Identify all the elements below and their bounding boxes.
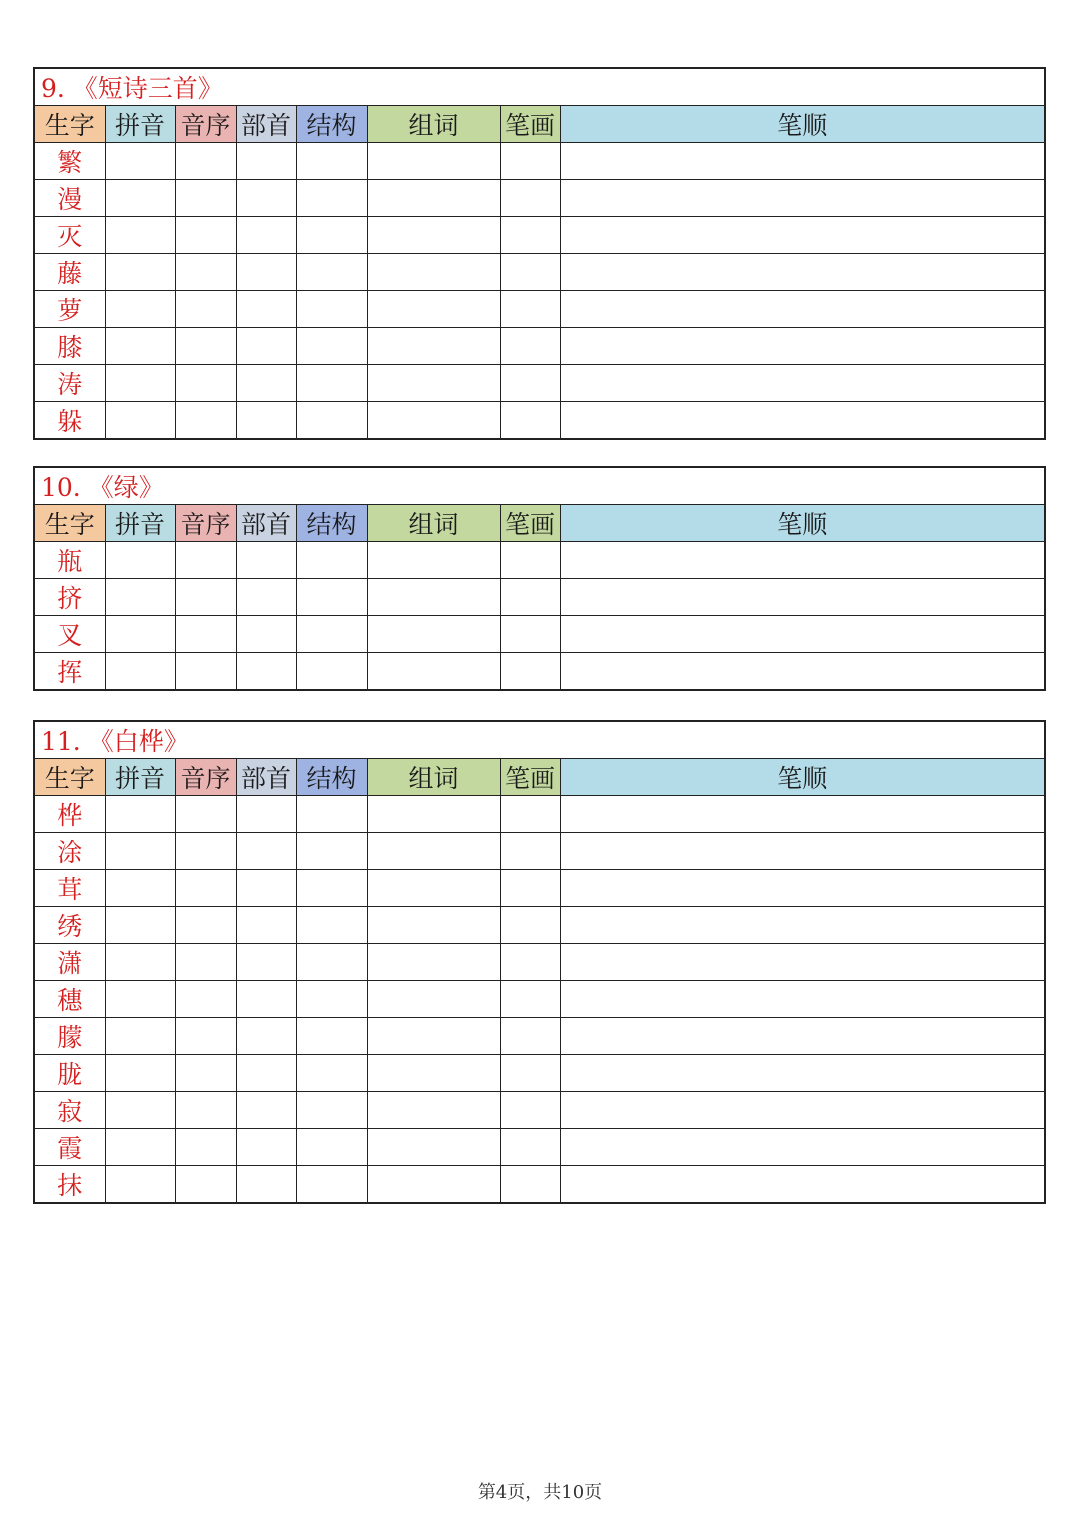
header-jiegou: 结构 <box>296 106 367 143</box>
blank-cell-bushou[interactable] <box>236 981 296 1018</box>
blank-cell-yinxu[interactable] <box>175 143 236 180</box>
blank-cell-pinyin[interactable] <box>105 217 175 254</box>
header-zuci: 组词 <box>367 505 500 542</box>
blank-cell-bishun[interactable] <box>560 944 1045 981</box>
blank-cell-bushou[interactable] <box>236 1092 296 1129</box>
blank-cell-bushou[interactable] <box>236 653 296 691</box>
character-cell: 胧 <box>34 1055 105 1092</box>
blank-cell-zuci[interactable] <box>367 328 500 365</box>
blank-cell-zuci[interactable] <box>367 402 500 440</box>
blank-cell-bihua[interactable] <box>500 796 560 833</box>
blank-cell-yinxu[interactable] <box>175 616 236 653</box>
blank-cell-bishun[interactable] <box>560 254 1045 291</box>
blank-cell-pinyin[interactable] <box>105 291 175 328</box>
blank-cell-jiegou[interactable] <box>296 217 367 254</box>
header-yinxu: 音序 <box>175 106 236 143</box>
blank-cell-bihua[interactable] <box>500 542 560 579</box>
table-row <box>34 653 1045 691</box>
character-cell: 躲 <box>34 402 105 440</box>
character-cell: 瓶 <box>34 542 105 579</box>
header-yinxu: 音序 <box>175 759 236 796</box>
page-number: 第4页，共10页 <box>477 1482 603 1503</box>
blank-cell-bihua[interactable] <box>500 616 560 653</box>
table-row <box>34 616 1045 653</box>
character-cell: 萝 <box>34 291 105 328</box>
blank-cell-bushou[interactable] <box>236 1055 296 1092</box>
character-cell: 藤 <box>34 254 105 291</box>
blank-cell-bushou[interactable] <box>236 579 296 616</box>
blank-cell-jiegou[interactable] <box>296 254 367 291</box>
character-cell: 灭 <box>34 217 105 254</box>
blank-cell-bihua[interactable] <box>500 402 560 440</box>
blank-cell-bihua[interactable] <box>500 981 560 1018</box>
blank-cell-zuci[interactable] <box>367 1055 500 1092</box>
character-cell: 潇 <box>34 944 105 981</box>
blank-cell-bishun[interactable] <box>560 616 1045 653</box>
character-cell: 朦 <box>34 1018 105 1055</box>
blank-cell-zuci[interactable] <box>367 180 500 217</box>
blank-cell-jiegou[interactable] <box>296 833 367 870</box>
header-zuci: 组词 <box>367 106 500 143</box>
blank-cell-pinyin[interactable] <box>105 870 175 907</box>
blank-cell-pinyin[interactable] <box>105 328 175 365</box>
blank-cell-bihua[interactable] <box>500 653 560 691</box>
blank-cell-bihua[interactable] <box>500 1092 560 1129</box>
blank-cell-bushou[interactable] <box>236 1129 296 1166</box>
header-bihua: 笔画 <box>500 106 560 143</box>
header-bushou: 部首 <box>236 106 296 143</box>
blank-cell-yinxu[interactable] <box>175 944 236 981</box>
blank-cell-yinxu[interactable] <box>175 579 236 616</box>
blank-cell-bishun[interactable] <box>560 365 1045 402</box>
blank-cell-yinxu[interactable] <box>175 542 236 579</box>
blank-cell-yinxu[interactable] <box>175 180 236 217</box>
character-cell: 桦 <box>34 796 105 833</box>
table-row <box>34 796 1045 833</box>
blank-cell-bishun[interactable] <box>560 1166 1045 1204</box>
blank-cell-jiegou[interactable] <box>296 907 367 944</box>
blank-cell-bishun[interactable] <box>560 833 1045 870</box>
blank-cell-bishun[interactable] <box>560 217 1045 254</box>
blank-cell-yinxu[interactable] <box>175 1129 236 1166</box>
blank-cell-bushou[interactable] <box>236 217 296 254</box>
header-bihua: 笔画 <box>500 505 560 542</box>
blank-cell-bushou[interactable] <box>236 907 296 944</box>
character-cell: 涂 <box>34 833 105 870</box>
header-bishun: 笔顺 <box>560 106 1045 143</box>
blank-cell-bishun[interactable] <box>560 1129 1045 1166</box>
blank-cell-zuci[interactable] <box>367 944 500 981</box>
blank-cell-bihua[interactable] <box>500 944 560 981</box>
blank-cell-pinyin[interactable] <box>105 579 175 616</box>
blank-cell-bushou[interactable] <box>236 616 296 653</box>
blank-cell-zuci[interactable] <box>367 833 500 870</box>
header-bihua: 笔画 <box>500 759 560 796</box>
blank-cell-bushou[interactable] <box>236 254 296 291</box>
blank-cell-jiegou[interactable] <box>296 1018 367 1055</box>
blank-cell-pinyin[interactable] <box>105 1129 175 1166</box>
blank-cell-zuci[interactable] <box>367 254 500 291</box>
blank-cell-yinxu[interactable] <box>175 402 236 440</box>
blank-cell-pinyin[interactable] <box>105 1166 175 1204</box>
blank-cell-yinxu[interactable] <box>175 907 236 944</box>
blank-cell-zuci[interactable] <box>367 870 500 907</box>
character-cell: 寂 <box>34 1092 105 1129</box>
blank-cell-yinxu[interactable] <box>175 1055 236 1092</box>
blank-cell-bihua[interactable] <box>500 254 560 291</box>
blank-cell-bihua[interactable] <box>500 833 560 870</box>
header-yinxu: 音序 <box>175 505 236 542</box>
header-shengzi: 生字 <box>34 759 105 796</box>
blank-cell-yinxu[interactable] <box>175 1092 236 1129</box>
blank-cell-bishun[interactable] <box>560 1092 1045 1129</box>
table-row <box>34 291 1045 328</box>
character-cell: 茸 <box>34 870 105 907</box>
blank-cell-yinxu[interactable] <box>175 254 236 291</box>
blank-cell-jiegou[interactable] <box>296 1129 367 1166</box>
blank-cell-jiegou[interactable] <box>296 653 367 691</box>
blank-cell-bishun[interactable] <box>560 653 1045 691</box>
table-row <box>34 833 1045 870</box>
blank-cell-pinyin[interactable] <box>105 944 175 981</box>
blank-cell-jiegou[interactable] <box>296 944 367 981</box>
blank-cell-jiegou[interactable] <box>296 402 367 440</box>
blank-cell-bushou[interactable] <box>236 291 296 328</box>
blank-cell-bihua[interactable] <box>500 1166 560 1204</box>
blank-cell-bihua[interactable] <box>500 180 560 217</box>
blank-cell-pinyin[interactable] <box>105 180 175 217</box>
blank-cell-bushou[interactable] <box>236 365 296 402</box>
blank-cell-yinxu[interactable] <box>175 217 236 254</box>
blank-cell-yinxu[interactable] <box>175 796 236 833</box>
blank-cell-pinyin[interactable] <box>105 981 175 1018</box>
character-cell: 涛 <box>34 365 105 402</box>
blank-cell-jiegou[interactable] <box>296 1166 367 1204</box>
blank-cell-zuci[interactable] <box>367 143 500 180</box>
blank-cell-pinyin[interactable] <box>105 254 175 291</box>
blank-cell-jiegou[interactable] <box>296 796 367 833</box>
blank-cell-jiegou[interactable] <box>296 616 367 653</box>
lesson-title: 11. 《白桦》 <box>34 721 1045 759</box>
table-row <box>34 1092 1045 1129</box>
blank-cell-yinxu[interactable] <box>175 328 236 365</box>
blank-cell-yinxu[interactable] <box>175 981 236 1018</box>
blank-cell-zuci[interactable] <box>367 1166 500 1204</box>
blank-cell-jiegou[interactable] <box>296 870 367 907</box>
blank-cell-pinyin[interactable] <box>105 542 175 579</box>
table-row <box>34 143 1045 180</box>
blank-cell-bishun[interactable] <box>560 579 1045 616</box>
blank-cell-yinxu[interactable] <box>175 1018 236 1055</box>
blank-cell-bihua[interactable] <box>500 1055 560 1092</box>
blank-cell-jiegou[interactable] <box>296 365 367 402</box>
blank-cell-bihua[interactable] <box>500 1018 560 1055</box>
blank-cell-zuci[interactable] <box>367 217 500 254</box>
blank-cell-jiegou[interactable] <box>296 542 367 579</box>
blank-cell-yinxu[interactable] <box>175 365 236 402</box>
blank-cell-zuci[interactable] <box>367 365 500 402</box>
blank-cell-bishun[interactable] <box>560 1055 1045 1092</box>
lesson-table <box>33 67 1046 440</box>
blank-cell-bishun[interactable] <box>560 180 1045 217</box>
table-row <box>34 1129 1045 1166</box>
blank-cell-pinyin[interactable] <box>105 616 175 653</box>
header-jiegou: 结构 <box>296 505 367 542</box>
header-bushou: 部首 <box>236 505 296 542</box>
table-row <box>34 217 1045 254</box>
table-row <box>34 1166 1045 1204</box>
character-cell: 挤 <box>34 579 105 616</box>
header-bishun: 笔顺 <box>560 759 1045 796</box>
blank-cell-yinxu[interactable] <box>175 291 236 328</box>
blank-cell-bushou[interactable] <box>236 833 296 870</box>
header-bishun: 笔顺 <box>560 505 1045 542</box>
blank-cell-pinyin[interactable] <box>105 365 175 402</box>
table-row <box>34 1018 1045 1055</box>
table-row <box>34 870 1045 907</box>
blank-cell-bihua[interactable] <box>500 365 560 402</box>
blank-cell-bishun[interactable] <box>560 402 1045 440</box>
character-cell: 叉 <box>34 616 105 653</box>
header-bushou: 部首 <box>236 759 296 796</box>
blank-cell-pinyin[interactable] <box>105 796 175 833</box>
blank-cell-pinyin[interactable] <box>105 1055 175 1092</box>
character-cell: 霞 <box>34 1129 105 1166</box>
blank-cell-jiegou[interactable] <box>296 180 367 217</box>
table-row <box>34 365 1045 402</box>
blank-cell-bihua[interactable] <box>500 870 560 907</box>
blank-cell-bishun[interactable] <box>560 981 1045 1018</box>
character-cell: 绣 <box>34 907 105 944</box>
blank-cell-bihua[interactable] <box>500 328 560 365</box>
blank-cell-bushou[interactable] <box>236 796 296 833</box>
table-row <box>34 1055 1045 1092</box>
blank-cell-jiegou[interactable] <box>296 143 367 180</box>
character-cell: 漫 <box>34 180 105 217</box>
blank-cell-bishun[interactable] <box>560 907 1045 944</box>
blank-cell-jiegou[interactable] <box>296 981 367 1018</box>
blank-cell-pinyin[interactable] <box>105 143 175 180</box>
blank-cell-zuci[interactable] <box>367 616 500 653</box>
header-pinyin: 拼音 <box>105 505 175 542</box>
blank-cell-zuci[interactable] <box>367 1018 500 1055</box>
blank-cell-bihua[interactable] <box>500 907 560 944</box>
lesson-table <box>33 466 1046 691</box>
lesson-table <box>33 720 1046 1204</box>
blank-cell-bushou[interactable] <box>236 542 296 579</box>
table-row <box>34 328 1045 365</box>
header-zuci: 组词 <box>367 759 500 796</box>
blank-cell-yinxu[interactable] <box>175 833 236 870</box>
blank-cell-bishun[interactable] <box>560 542 1045 579</box>
blank-cell-zuci[interactable] <box>367 1129 500 1166</box>
blank-cell-bushou[interactable] <box>236 328 296 365</box>
table-row <box>34 907 1045 944</box>
table-row <box>34 402 1045 440</box>
header-jiegou: 结构 <box>296 759 367 796</box>
blank-cell-bushou[interactable] <box>236 1166 296 1204</box>
blank-cell-bishun[interactable] <box>560 328 1045 365</box>
character-cell: 穗 <box>34 981 105 1018</box>
character-cell: 膝 <box>34 328 105 365</box>
blank-cell-zuci[interactable] <box>367 907 500 944</box>
blank-cell-pinyin[interactable] <box>105 907 175 944</box>
blank-cell-yinxu[interactable] <box>175 870 236 907</box>
header-shengzi: 生字 <box>34 106 105 143</box>
table-row <box>34 944 1045 981</box>
table-row <box>34 254 1045 291</box>
blank-cell-zuci[interactable] <box>367 579 500 616</box>
header-pinyin: 拼音 <box>105 106 175 143</box>
blank-cell-zuci[interactable] <box>367 653 500 691</box>
blank-cell-pinyin[interactable] <box>105 1018 175 1055</box>
blank-cell-jiegou[interactable] <box>296 291 367 328</box>
character-cell: 抹 <box>34 1166 105 1204</box>
table-row <box>34 579 1045 616</box>
header-pinyin: 拼音 <box>105 759 175 796</box>
blank-cell-bihua[interactable] <box>500 217 560 254</box>
blank-cell-jiegou[interactable] <box>296 1092 367 1129</box>
blank-cell-bihua[interactable] <box>500 1129 560 1166</box>
lesson-title: 10. 《绿》 <box>34 467 1045 505</box>
blank-cell-bishun[interactable] <box>560 1018 1045 1055</box>
blank-cell-bishun[interactable] <box>560 143 1045 180</box>
blank-cell-jiegou[interactable] <box>296 579 367 616</box>
blank-cell-zuci[interactable] <box>367 796 500 833</box>
blank-cell-bishun[interactable] <box>560 870 1045 907</box>
blank-cell-zuci[interactable] <box>367 1092 500 1129</box>
character-cell: 繁 <box>34 143 105 180</box>
blank-cell-bishun[interactable] <box>560 796 1045 833</box>
blank-cell-bushou[interactable] <box>236 1018 296 1055</box>
blank-cell-jiegou[interactable] <box>296 1055 367 1092</box>
character-cell: 挥 <box>34 653 105 691</box>
table-row <box>34 180 1045 217</box>
blank-cell-bushou[interactable] <box>236 870 296 907</box>
table-row <box>34 542 1045 579</box>
header-shengzi: 生字 <box>34 505 105 542</box>
blank-cell-bishun[interactable] <box>560 291 1045 328</box>
blank-cell-pinyin[interactable] <box>105 1092 175 1129</box>
blank-cell-zuci[interactable] <box>367 981 500 1018</box>
table-row <box>34 981 1045 1018</box>
blank-cell-bihua[interactable] <box>500 143 560 180</box>
blank-cell-bushou[interactable] <box>236 402 296 440</box>
blank-cell-bushou[interactable] <box>236 944 296 981</box>
blank-cell-zuci[interactable] <box>367 542 500 579</box>
lesson-title: 9. 《短诗三首》 <box>34 68 1045 106</box>
blank-cell-bushou[interactable] <box>236 143 296 180</box>
blank-cell-jiegou[interactable] <box>296 328 367 365</box>
blank-cell-pinyin[interactable] <box>105 653 175 691</box>
blank-cell-bihua[interactable] <box>500 291 560 328</box>
blank-cell-pinyin[interactable] <box>105 402 175 440</box>
blank-cell-yinxu[interactable] <box>175 1166 236 1204</box>
blank-cell-bihua[interactable] <box>500 579 560 616</box>
blank-cell-yinxu[interactable] <box>175 653 236 691</box>
blank-cell-pinyin[interactable] <box>105 833 175 870</box>
blank-cell-zuci[interactable] <box>367 291 500 328</box>
blank-cell-bushou[interactable] <box>236 180 296 217</box>
